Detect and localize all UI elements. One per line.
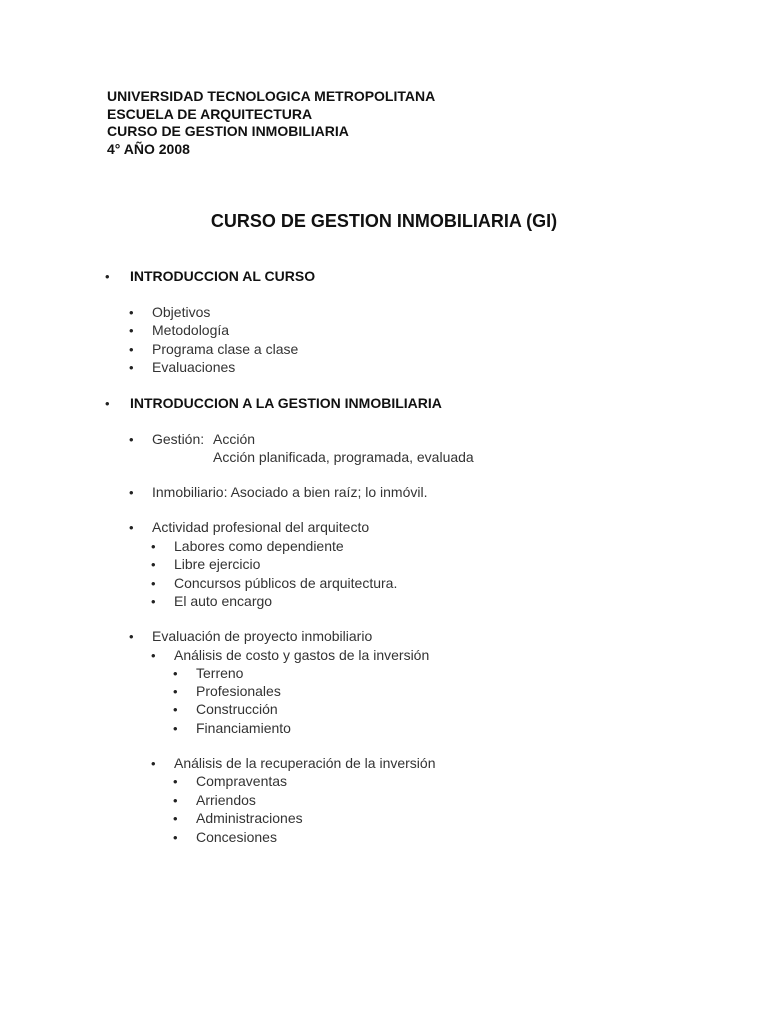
list-item: Financiamiento (196, 720, 291, 736)
year-line: 4° AÑO 2008 (107, 140, 190, 157)
document-header (107, 88, 435, 158)
bullet-icon: • (151, 648, 156, 663)
list-item: Construcción (196, 701, 278, 717)
bullet-icon: • (129, 629, 134, 644)
bullet-icon: • (129, 432, 134, 447)
gestion-definition: Acción (213, 431, 256, 447)
bullet-icon: • (173, 721, 178, 736)
bullet-icon: • (151, 576, 156, 591)
gestion-label: Gestión: (152, 431, 205, 447)
bullet-icon: • (173, 666, 178, 681)
list-item: Compraventas (196, 773, 288, 789)
bullet-icon: • (105, 269, 110, 284)
list-item: Terreno (196, 665, 244, 681)
university-name: UNIVERSIDAD TECNOLOGICA METROPOLITANA (107, 88, 436, 104)
bullet-icon: • (151, 557, 156, 572)
bullet-icon: • (151, 539, 156, 554)
bullet-icon: • (173, 702, 178, 717)
list-item: Análisis de costo y gastos de la inversión (174, 647, 430, 663)
list-item: Actividad profesional del arquitecto (152, 519, 370, 535)
bullet-icon: • (129, 485, 134, 500)
list-item: Evaluación de proyecto inmobiliario (152, 628, 373, 644)
gestion-definition: Acción planificada, programada, evaluada (213, 449, 474, 465)
bullet-icon: • (151, 756, 156, 771)
bullet-icon: • (173, 793, 178, 808)
list-item: El auto encargo (174, 593, 273, 609)
list-item: Arriendos (196, 792, 256, 808)
list-item: Programa clase a clase (152, 341, 299, 357)
list-item: Metodología (152, 322, 230, 338)
bullet-icon: • (129, 305, 134, 320)
bullet-icon: • (129, 360, 134, 375)
list-item: Administraciones (196, 810, 303, 826)
bullet-icon: • (105, 396, 110, 411)
section-heading: INTRODUCCION AL CURSO (130, 268, 316, 284)
list-item: Inmobiliario: Asociado a bien raíz; lo inmóvil. (152, 484, 428, 500)
list-item: Profesionales (196, 683, 281, 699)
list-item: Evaluaciones (152, 359, 236, 375)
list-item: Libre ejercicio (174, 556, 261, 572)
school-name: ESCUELA DE ARQUITECTURA (107, 105, 313, 122)
bullet-icon: • (151, 594, 156, 609)
document-title: CURSO DE GESTION INMOBILIARIA (GI) (210, 211, 558, 231)
bullet-icon: • (173, 684, 178, 699)
list-item: Concesiones (196, 829, 277, 845)
bullet-icon: • (173, 811, 178, 826)
section-heading: INTRODUCCION A LA GESTION INMOBILIARIA (130, 395, 442, 411)
list-item: Labores como dependiente (174, 538, 344, 554)
bullet-icon: • (129, 323, 134, 338)
bullet-icon: • (129, 520, 134, 535)
bullet-icon: • (173, 830, 178, 845)
bullet-icon: • (173, 774, 178, 789)
list-item: Análisis de la recuperación de la inversión (174, 755, 436, 771)
course-name: CURSO DE GESTION INMOBILIARIA (107, 123, 349, 139)
list-item: Concursos públicos de arquitectura. (174, 575, 398, 591)
list-item: Objetivos (152, 304, 211, 320)
bullet-icon: • (129, 342, 134, 357)
